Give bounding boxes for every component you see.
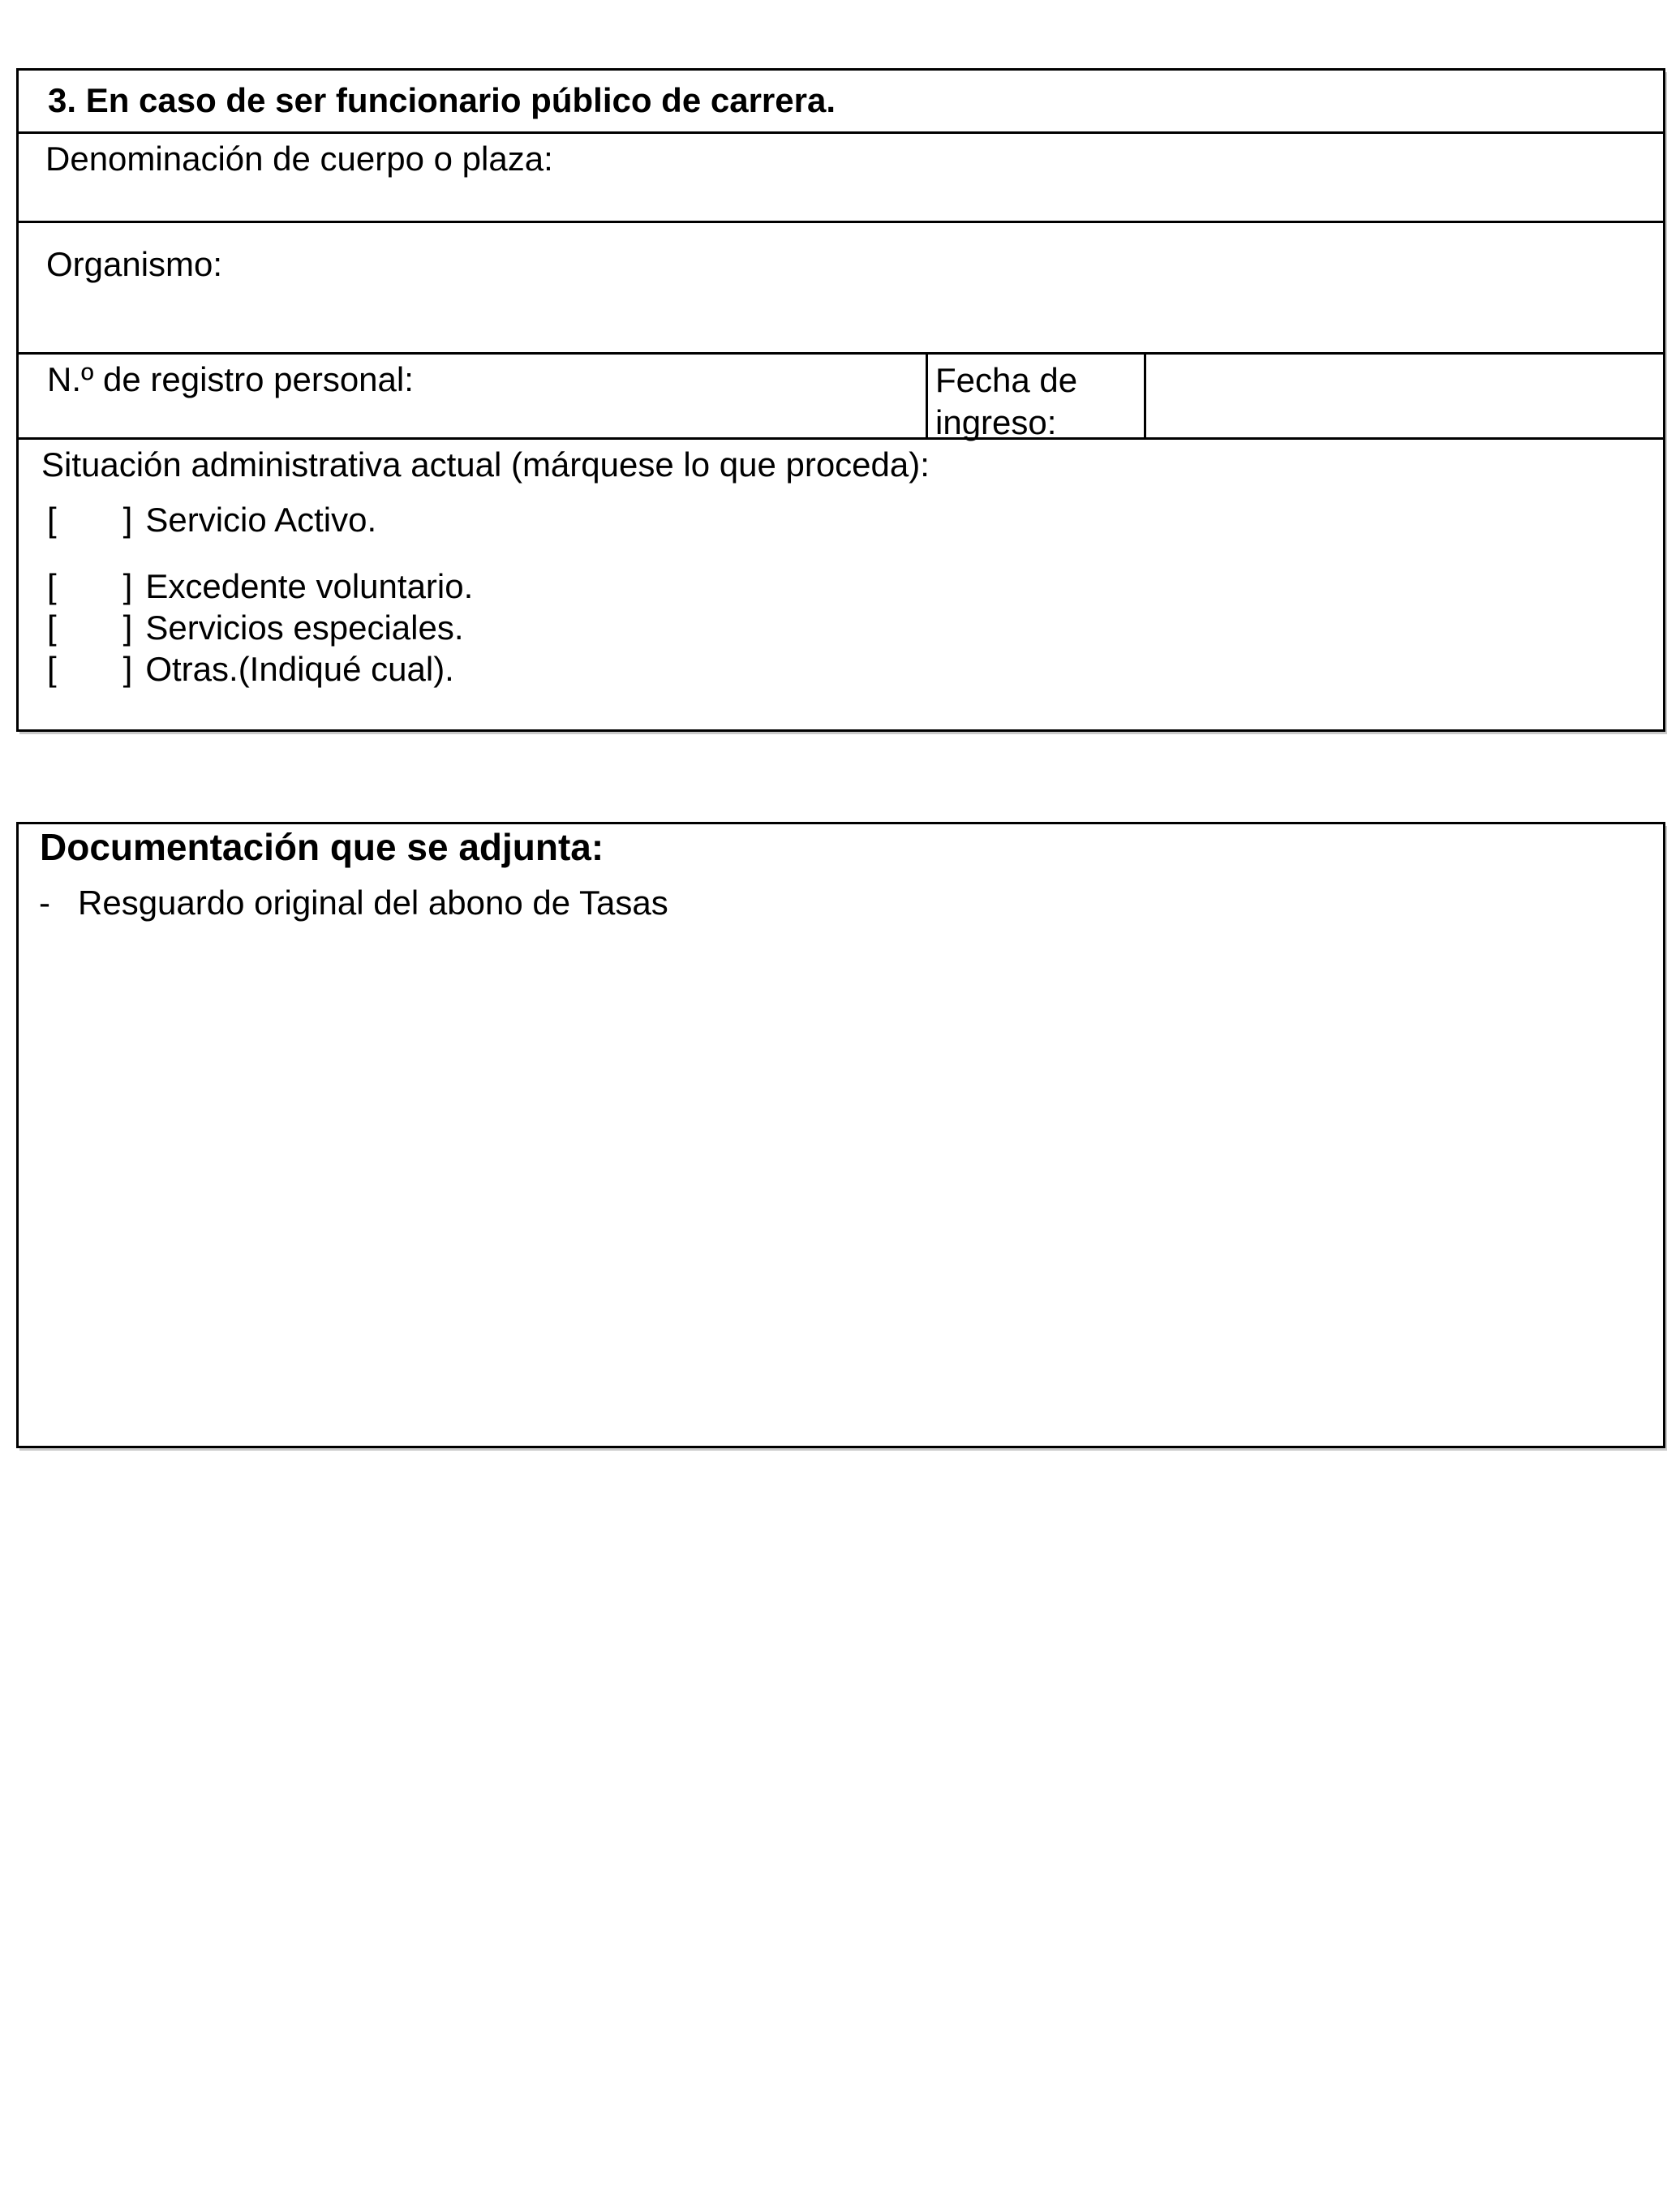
denominacion-label: Denominación de cuerpo o plaza: xyxy=(45,140,553,178)
checkbox-open-bracket[interactable]: [ xyxy=(47,650,57,688)
checkbox-option-otras[interactable] xyxy=(47,649,1663,690)
section-3-table xyxy=(16,68,1665,732)
checkbox-label: Servicio Activo. xyxy=(145,501,377,539)
fecha-ingreso-value-cell[interactable] xyxy=(1146,355,1663,437)
fecha-ingreso-label-cell xyxy=(926,355,1146,441)
section-3-title: 3. En caso de ser funcionario público de carrera. xyxy=(48,81,836,119)
checkbox-close-bracket[interactable]: ] xyxy=(122,501,133,539)
bullet-dash: - xyxy=(39,884,50,922)
organismo-label: Organismo: xyxy=(46,245,223,283)
organismo-field-row[interactable] xyxy=(19,223,1663,355)
documentacion-box xyxy=(16,822,1665,1448)
registro-field-cell[interactable] xyxy=(19,355,926,437)
situacion-label: Situación administrativa actual (márquese lo que proceda): xyxy=(41,445,930,484)
checkbox-open-bracket[interactable]: [ xyxy=(47,567,57,605)
registro-fecha-row xyxy=(19,355,1663,440)
fecha-ingreso-label: Fecha de ingreso: xyxy=(935,361,1078,441)
checkbox-open-bracket[interactable]: [ xyxy=(47,501,57,539)
denominacion-field-row[interactable] xyxy=(19,134,1663,223)
checkbox-label: Otras.(Indiqué cual). xyxy=(145,650,454,688)
checkbox-open-bracket[interactable]: [ xyxy=(47,608,57,647)
registro-label: N.º de registro personal: xyxy=(47,360,414,398)
checkbox-close-bracket[interactable]: ] xyxy=(122,567,133,605)
checkbox-option-excedente-voluntario[interactable] xyxy=(47,566,1663,607)
checkbox-close-bracket[interactable]: ] xyxy=(122,650,133,688)
documentacion-item-text: Resguardo original del abono de Tasas xyxy=(78,884,668,922)
checkbox-label: Excedente voluntario. xyxy=(145,567,474,605)
checkbox-label: Servicios especiales. xyxy=(145,608,464,647)
situacion-section xyxy=(19,440,1663,729)
section-3-header xyxy=(19,71,1663,134)
checkbox-option-servicios-especiales[interactable] xyxy=(47,608,1663,648)
documentacion-item xyxy=(19,883,1663,923)
documentacion-title: Documentación que se adjunta: xyxy=(40,826,604,868)
checkbox-close-bracket[interactable]: ] xyxy=(122,608,133,647)
checkbox-option-servicio-activo[interactable] xyxy=(47,500,1663,540)
